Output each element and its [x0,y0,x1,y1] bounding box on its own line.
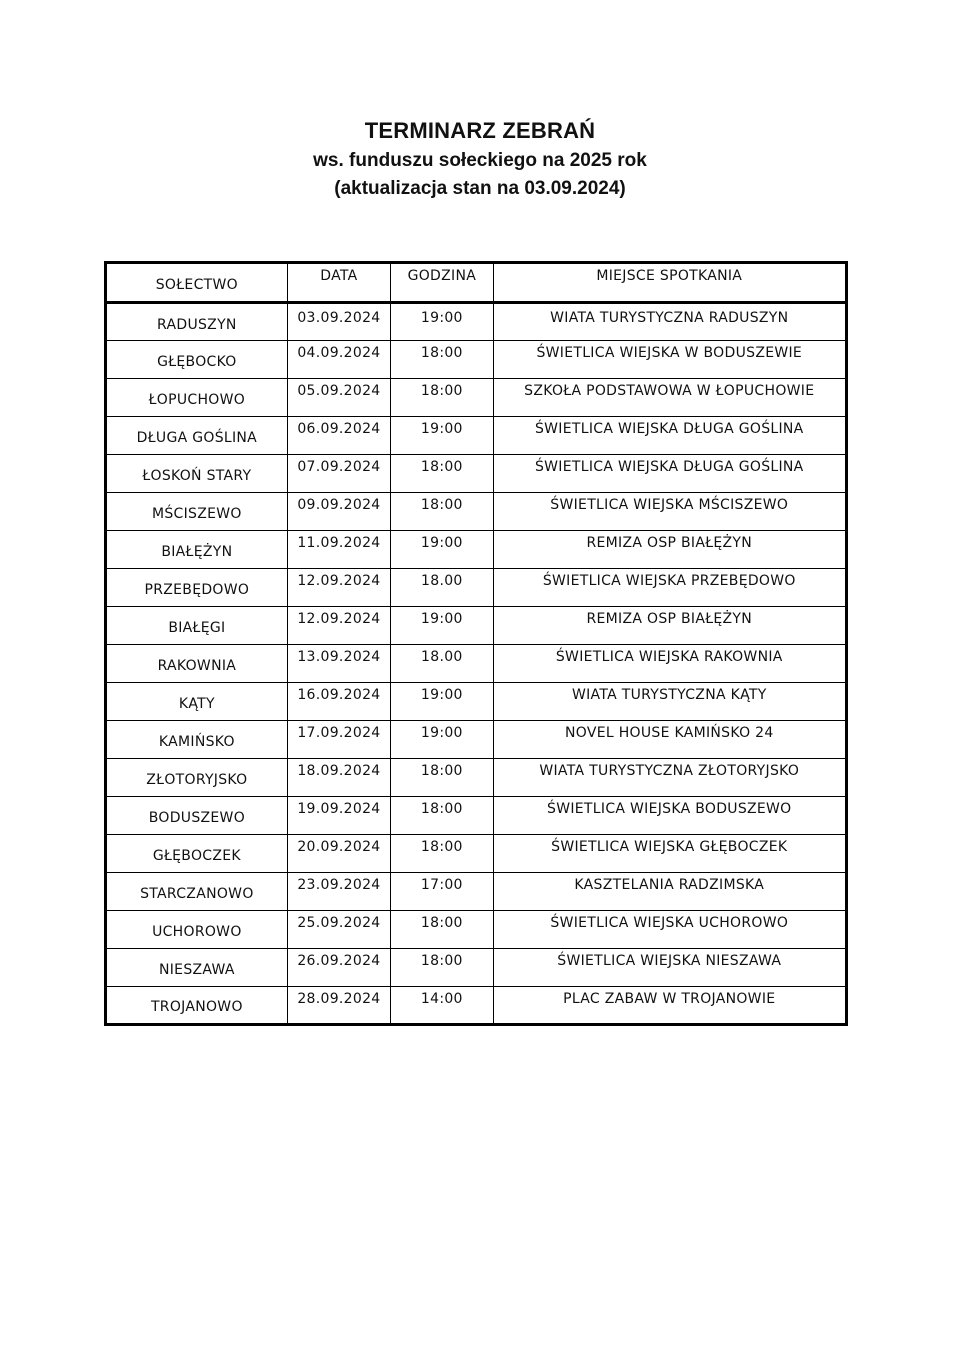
table-row [106,569,847,607]
cell-data: 19.09.2024 [287,797,390,835]
cell-data: 12.09.2024 [287,569,390,607]
table-row [106,949,847,987]
cell-data: 05.09.2024 [287,379,390,417]
cell-godzina: 18.00 [391,569,493,607]
column-header-miejsce: MIEJSCE SPOTKANIA [493,263,846,303]
cell-data: 20.09.2024 [287,835,390,873]
table-row [106,721,847,759]
cell-godzina: 18:00 [391,455,493,493]
cell-data: 03.09.2024 [287,303,390,341]
cell-godzina: 18:00 [391,379,493,417]
cell-miejsce: ŚWIETLICA WIEJSKA GŁĘBOCZEK [493,835,846,873]
cell-miejsce: ŚWIETLICA WIEJSKA PRZEBĘDOWO [493,569,846,607]
cell-godzina: 18:00 [391,493,493,531]
cell-godzina: 19:00 [391,607,493,645]
cell-solectwo: ZŁOTORYJSKO [106,759,288,797]
column-header-data: DATA [287,263,390,303]
table-row [106,987,847,1025]
cell-solectwo: STARCZANOWO [106,873,288,911]
table-row [106,417,847,455]
table-row [106,873,847,911]
table-row [106,531,847,569]
cell-data: 28.09.2024 [287,987,390,1025]
cell-miejsce: PLAC ZABAW W TROJANOWIE [493,987,846,1025]
table-row [106,303,847,341]
table-row [106,759,847,797]
table-row [106,455,847,493]
cell-godzina: 18:00 [391,835,493,873]
cell-solectwo: GŁĘBOCZEK [106,835,288,873]
cell-godzina: 18.00 [391,645,493,683]
cell-data: 18.09.2024 [287,759,390,797]
cell-data: 06.09.2024 [287,417,390,455]
table-header [106,263,847,303]
page-title: TERMINARZ ZEBRAŃ [364,118,596,143]
cell-solectwo: UCHOROWO [106,911,288,949]
cell-solectwo: RADUSZYN [106,303,288,341]
cell-miejsce: WIATA TURYSTYCZNA ZŁOTORYJSKO [493,759,846,797]
cell-godzina: 19:00 [391,303,493,341]
cell-miejsce: ŚWIETLICA WIEJSKA DŁUGA GOŚLINA [493,455,846,493]
cell-godzina: 18:00 [391,341,493,379]
cell-solectwo: KAMIŃSKO [106,721,288,759]
cell-data: 12.09.2024 [287,607,390,645]
cell-miejsce: KASZTELANIA RADZIMSKA [493,873,846,911]
table-row [106,645,847,683]
table-row [106,493,847,531]
cell-solectwo: TROJANOWO [106,987,288,1025]
cell-solectwo: KĄTY [106,683,288,721]
cell-godzina: 18:00 [391,949,493,987]
cell-data: 13.09.2024 [287,645,390,683]
cell-miejsce: ŚWIETLICA WIEJSKA RAKOWNIA [493,645,846,683]
column-header-godzina: GODZINA [391,263,493,303]
cell-data: 17.09.2024 [287,721,390,759]
cell-solectwo: BIAŁĘŻYN [106,531,288,569]
cell-solectwo: ŁOSKOŃ STARY [106,455,288,493]
meeting-schedule-table [104,261,848,1026]
cell-godzina: 19:00 [391,683,493,721]
cell-godzina: 19:00 [391,721,493,759]
cell-data: 25.09.2024 [287,911,390,949]
cell-miejsce: ŚWIETLICA WIEJSKA DŁUGA GOŚLINA [493,417,846,455]
cell-solectwo: NIESZAWA [106,949,288,987]
cell-godzina: 18:00 [391,911,493,949]
cell-godzina: 18:00 [391,759,493,797]
table-row [106,797,847,835]
cell-solectwo: RAKOWNIA [106,645,288,683]
cell-data: 11.09.2024 [287,531,390,569]
cell-solectwo: BIAŁĘGI [106,607,288,645]
column-header-solectwo: SOŁECTWO [106,263,288,303]
cell-miejsce: ŚWIETLICA WIEJSKA UCHOROWO [493,911,846,949]
cell-solectwo: GŁĘBOCKO [106,341,288,379]
document-header [0,115,960,203]
table-row [106,379,847,417]
cell-miejsce: NOVEL HOUSE KAMIŃSKO 24 [493,721,846,759]
cell-solectwo: BODUSZEWO [106,797,288,835]
cell-miejsce: ŚWIETLICA WIEJSKA W BODUSZEWIE [493,341,846,379]
cell-data: 09.09.2024 [287,493,390,531]
cell-miejsce: ŚWIETLICA WIEJSKA NIESZAWA [493,949,846,987]
cell-data: 26.09.2024 [287,949,390,987]
table-row [106,835,847,873]
cell-miejsce: REMIZA OSP BIAŁĘŻYN [493,531,846,569]
cell-miejsce: SZKOŁA PODSTAWOWA W ŁOPUCHOWIE [493,379,846,417]
table-row [106,341,847,379]
cell-data: 07.09.2024 [287,455,390,493]
cell-solectwo: MŚCISZEWO [106,493,288,531]
table-row [106,683,847,721]
cell-godzina: 19:00 [391,531,493,569]
cell-solectwo: DŁUGA GOŚLINA [106,417,288,455]
cell-miejsce: REMIZA OSP BIAŁĘŻYN [493,607,846,645]
cell-data: 04.09.2024 [287,341,390,379]
update-note: (aktualizacja stan na 03.09.2024) [334,178,626,199]
table-body [106,303,847,1025]
cell-data: 23.09.2024 [287,873,390,911]
cell-miejsce: ŚWIETLICA WIEJSKA BODUSZEWO [493,797,846,835]
cell-miejsce: WIATA TURYSTYCZNA KĄTY [493,683,846,721]
cell-miejsce: WIATA TURYSTYCZNA RADUSZYN [493,303,846,341]
cell-godzina: 14:00 [391,987,493,1025]
cell-solectwo: ŁOPUCHOWO [106,379,288,417]
header-row [106,263,847,303]
table-row [106,607,847,645]
cell-solectwo: PRZEBĘDOWO [106,569,288,607]
cell-miejsce: ŚWIETLICA WIEJSKA MŚCISZEWO [493,493,846,531]
page-subtitle: ws. funduszu sołeckiego na 2025 rok [313,150,647,171]
cell-godzina: 19:00 [391,417,493,455]
cell-data: 16.09.2024 [287,683,390,721]
table-row [106,911,847,949]
cell-godzina: 17:00 [391,873,493,911]
cell-godzina: 18:00 [391,797,493,835]
